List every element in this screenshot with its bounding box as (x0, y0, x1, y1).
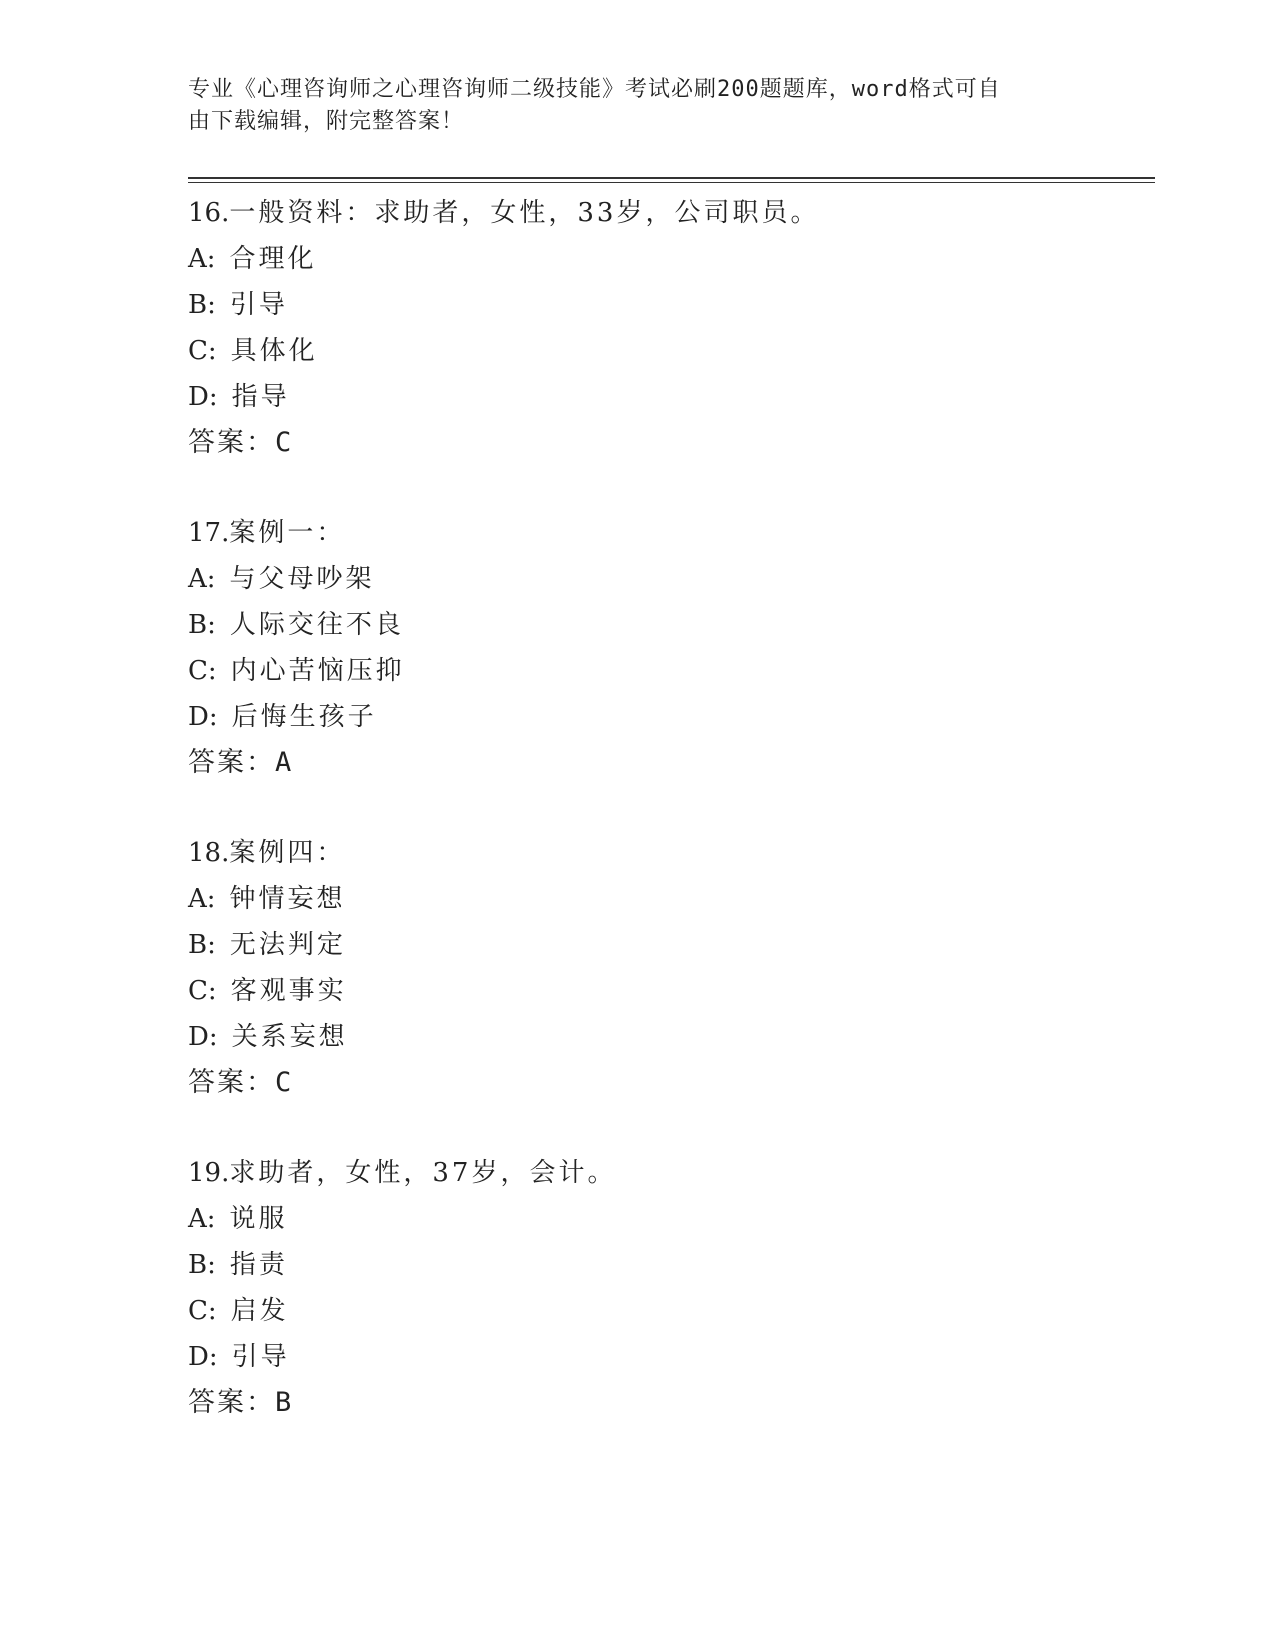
header-divider-thin (188, 182, 1155, 183)
answer-value: B (275, 1387, 294, 1418)
option-text: 引导 (231, 1342, 290, 1372)
option-text: 引导 (229, 290, 288, 320)
option-letter: A: (188, 1204, 216, 1234)
option-letter: B: (188, 290, 216, 320)
question-list (188, 190, 1155, 1470)
option-text: 客观事实 (230, 976, 347, 1006)
answer-label: 答案： (188, 747, 275, 778)
option-letter: B: (188, 930, 216, 960)
option-c (188, 968, 1155, 1014)
option-text: 与父母吵架 (229, 564, 375, 594)
question-stem (188, 1150, 1155, 1196)
option-letter: D: (188, 382, 218, 412)
option-d (188, 1334, 1155, 1380)
question-text: 案例四： (229, 838, 346, 868)
question-text: 案例一： (229, 518, 346, 548)
option-letter: A: (188, 884, 216, 914)
option-letter: B: (188, 610, 216, 640)
question-stem (188, 190, 1155, 236)
header-line-1: 专业《心理咨询师之心理咨询师二级技能》考试必刷200题题库，word格式可自 (188, 77, 1001, 102)
option-a (188, 876, 1155, 922)
option-letter: A: (188, 564, 216, 594)
question-text: 求助者，女性，37岁，会计。 (229, 1158, 617, 1188)
option-letter: C: (188, 1296, 217, 1326)
question-16 (188, 190, 1155, 510)
answer-value: A (275, 747, 294, 778)
option-a (188, 556, 1155, 602)
option-text: 说服 (229, 1204, 288, 1234)
option-d (188, 374, 1155, 420)
option-c (188, 648, 1155, 694)
question-number: 17. (188, 518, 230, 548)
answer-line (188, 740, 1155, 786)
answer-line (188, 1060, 1155, 1106)
option-b (188, 602, 1155, 648)
option-text: 内心苦恼压抑 (230, 656, 405, 686)
header-divider-thick (188, 177, 1155, 179)
option-c (188, 328, 1155, 374)
answer-label: 答案： (188, 1387, 275, 1418)
question-stem (188, 510, 1155, 556)
option-d (188, 694, 1155, 740)
answer-value: C (275, 1067, 294, 1098)
option-letter: D: (188, 1342, 218, 1372)
answer-label: 答案： (188, 427, 275, 458)
option-letter: B: (188, 1250, 216, 1280)
option-text: 合理化 (229, 244, 317, 274)
answer-label: 答案： (188, 1067, 275, 1098)
option-letter: C: (188, 336, 217, 366)
question-18 (188, 830, 1155, 1150)
option-text: 指责 (229, 1250, 288, 1280)
question-17 (188, 510, 1155, 830)
option-text: 无法判定 (229, 930, 346, 960)
question-text: 一般资料：求助者，女性，33岁，公司职员。 (229, 198, 820, 228)
option-a (188, 236, 1155, 282)
question-stem (188, 830, 1155, 876)
option-text: 钟情妄想 (229, 884, 346, 914)
option-text: 启发 (230, 1296, 289, 1326)
option-text: 指导 (231, 382, 290, 412)
document-header (188, 74, 1068, 138)
answer-line (188, 420, 1155, 466)
option-letter: D: (188, 702, 218, 732)
header-line-2: 由下载编辑，附完整答案！ (188, 109, 465, 134)
option-letter: C: (188, 976, 217, 1006)
option-text: 后悔生孩子 (231, 702, 377, 732)
option-b (188, 922, 1155, 968)
option-letter: A: (188, 244, 216, 274)
option-a (188, 1196, 1155, 1242)
question-number: 16. (188, 198, 230, 228)
answer-line (188, 1380, 1155, 1426)
option-b (188, 1242, 1155, 1288)
option-b (188, 282, 1155, 328)
question-number: 18. (188, 838, 230, 868)
option-text: 具体化 (230, 336, 318, 366)
option-letter: D: (188, 1022, 218, 1052)
question-number: 19. (188, 1158, 230, 1188)
option-c (188, 1288, 1155, 1334)
option-letter: C: (188, 656, 217, 686)
option-d (188, 1014, 1155, 1060)
question-19 (188, 1150, 1155, 1470)
option-text: 人际交往不良 (229, 610, 404, 640)
option-text: 关系妄想 (231, 1022, 348, 1052)
answer-value: C (275, 427, 294, 458)
